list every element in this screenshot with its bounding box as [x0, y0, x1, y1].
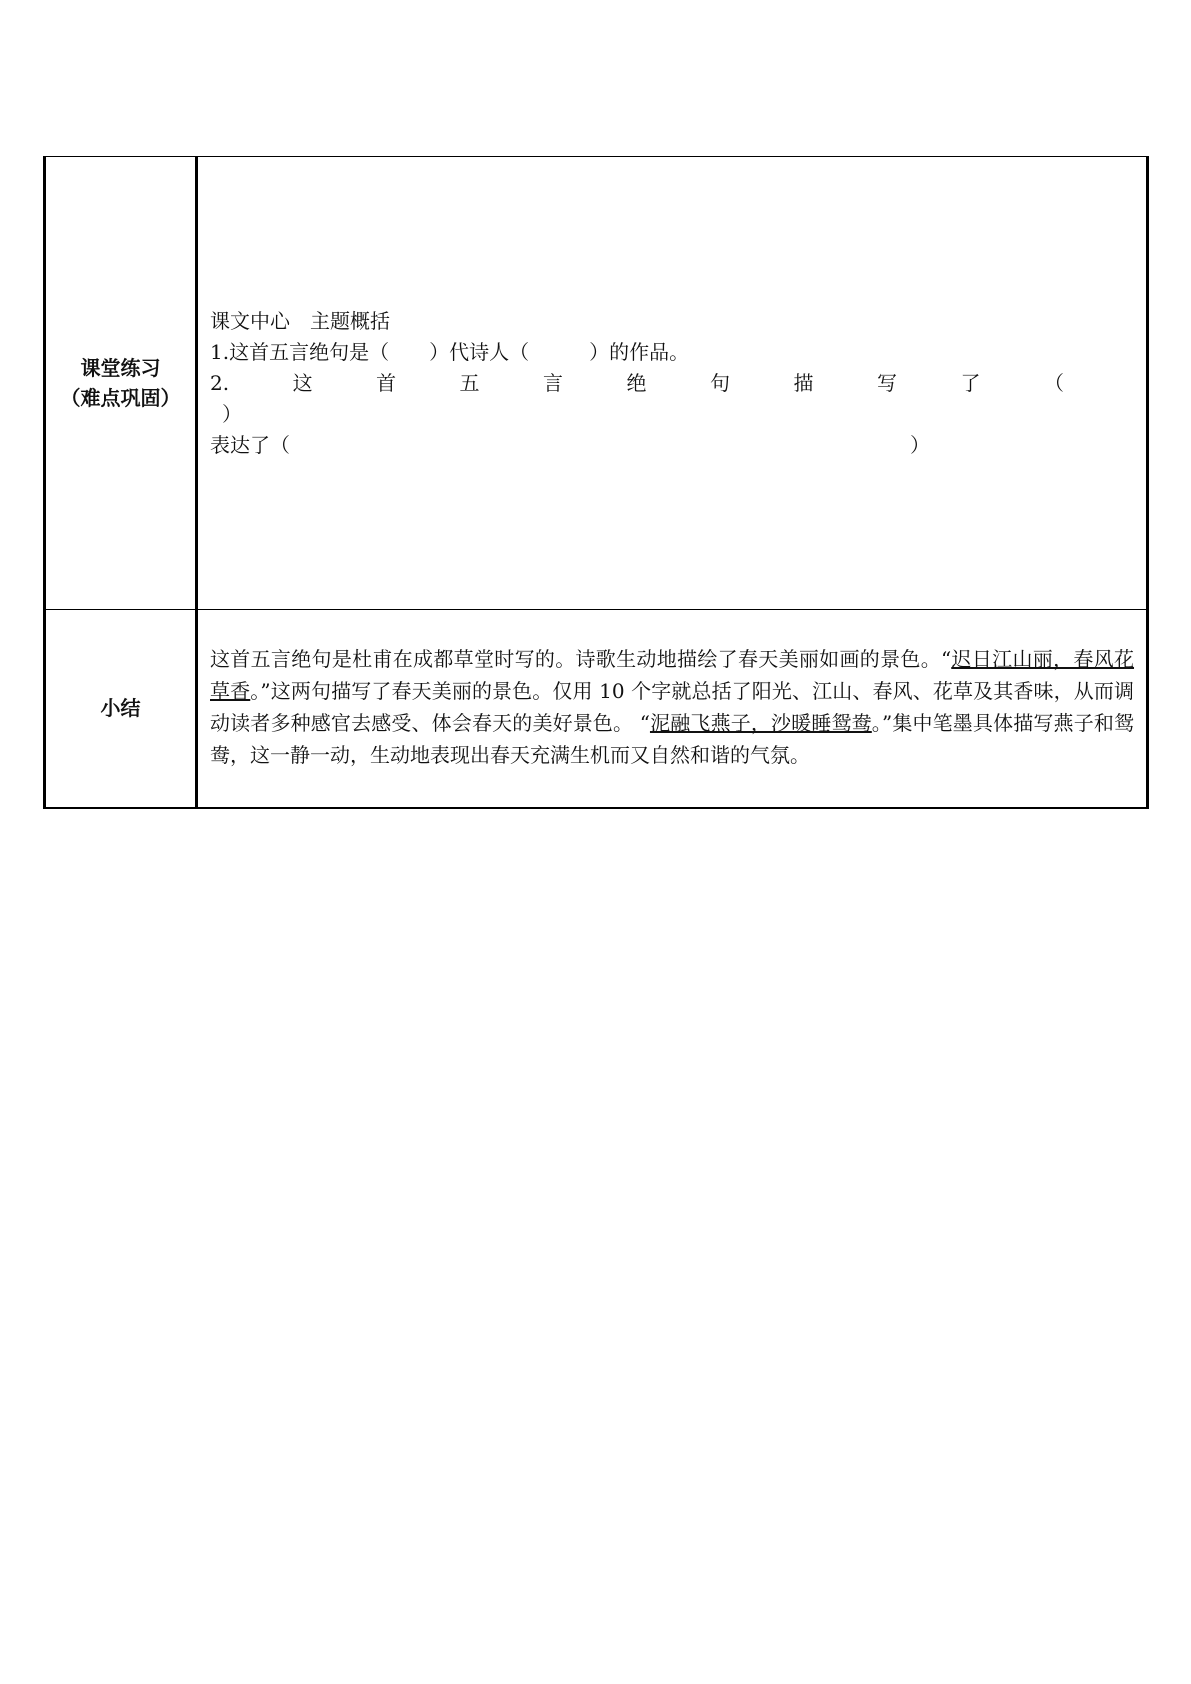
summary-text	[198, 639, 1146, 777]
summary-label: 小结	[100, 696, 141, 721]
question-2-char: 写	[876, 370, 897, 395]
summary-content-cell	[197, 610, 1148, 808]
practice-label-cell	[45, 157, 197, 610]
question-2-char: 言	[543, 370, 564, 395]
question-2-char: 了	[960, 370, 981, 395]
question-2-close: ）	[222, 401, 242, 426]
question-2	[210, 368, 1134, 399]
summary-label-cell	[45, 610, 197, 808]
summary-row	[45, 610, 1148, 808]
practice-body	[198, 306, 1146, 461]
summary-quote-2: 泥融飞燕子，沙暖睡鸳鸯	[649, 711, 872, 736]
summary-text-part2: 。”这两句描写了春天美丽的景色。仅用 10 个字就总括了阳光、江山、春风、花草及其香味，从而调动读者多种感官去感受、体会春天的美好景色。 “	[210, 679, 1135, 736]
question-2-char: 首	[376, 370, 397, 395]
summary-text-part1: 这首五言绝句是杜甫在成都草堂时写的。诗歌生动地描绘了春天美丽如画的景色。“	[210, 647, 952, 672]
question-2-char: 句	[710, 370, 730, 395]
question-3: 表达了（ ）	[210, 432, 930, 457]
practice-label-line1: 课堂练习	[80, 356, 161, 380]
practice-label-line2: （难点巩固）	[60, 386, 181, 410]
practice-content-cell	[197, 157, 1148, 610]
question-2-char: 五	[459, 370, 480, 395]
question-2-number: 2.	[210, 370, 230, 395]
practice-row	[45, 157, 1148, 610]
practice-heading: 课文中心 主题概括	[210, 308, 390, 333]
summary-text-part3: 。”集中笔墨具体描写燕子和鸳鸯，这一静一动，生动地表现出春天充满生机而又自然和谐的气氛。	[210, 711, 1135, 768]
question-1: 1.这首五言绝句是（ ）代诗人（ ）的作品。	[210, 339, 690, 364]
lesson-table	[43, 156, 1149, 809]
question-2-char: （	[1043, 370, 1064, 395]
question-2-char: 描	[793, 370, 814, 395]
question-2-char: 这	[292, 370, 313, 395]
question-2-char: 绝	[626, 370, 647, 395]
summary-quote-1: 迟日江山丽，春风花草香	[210, 647, 1135, 704]
